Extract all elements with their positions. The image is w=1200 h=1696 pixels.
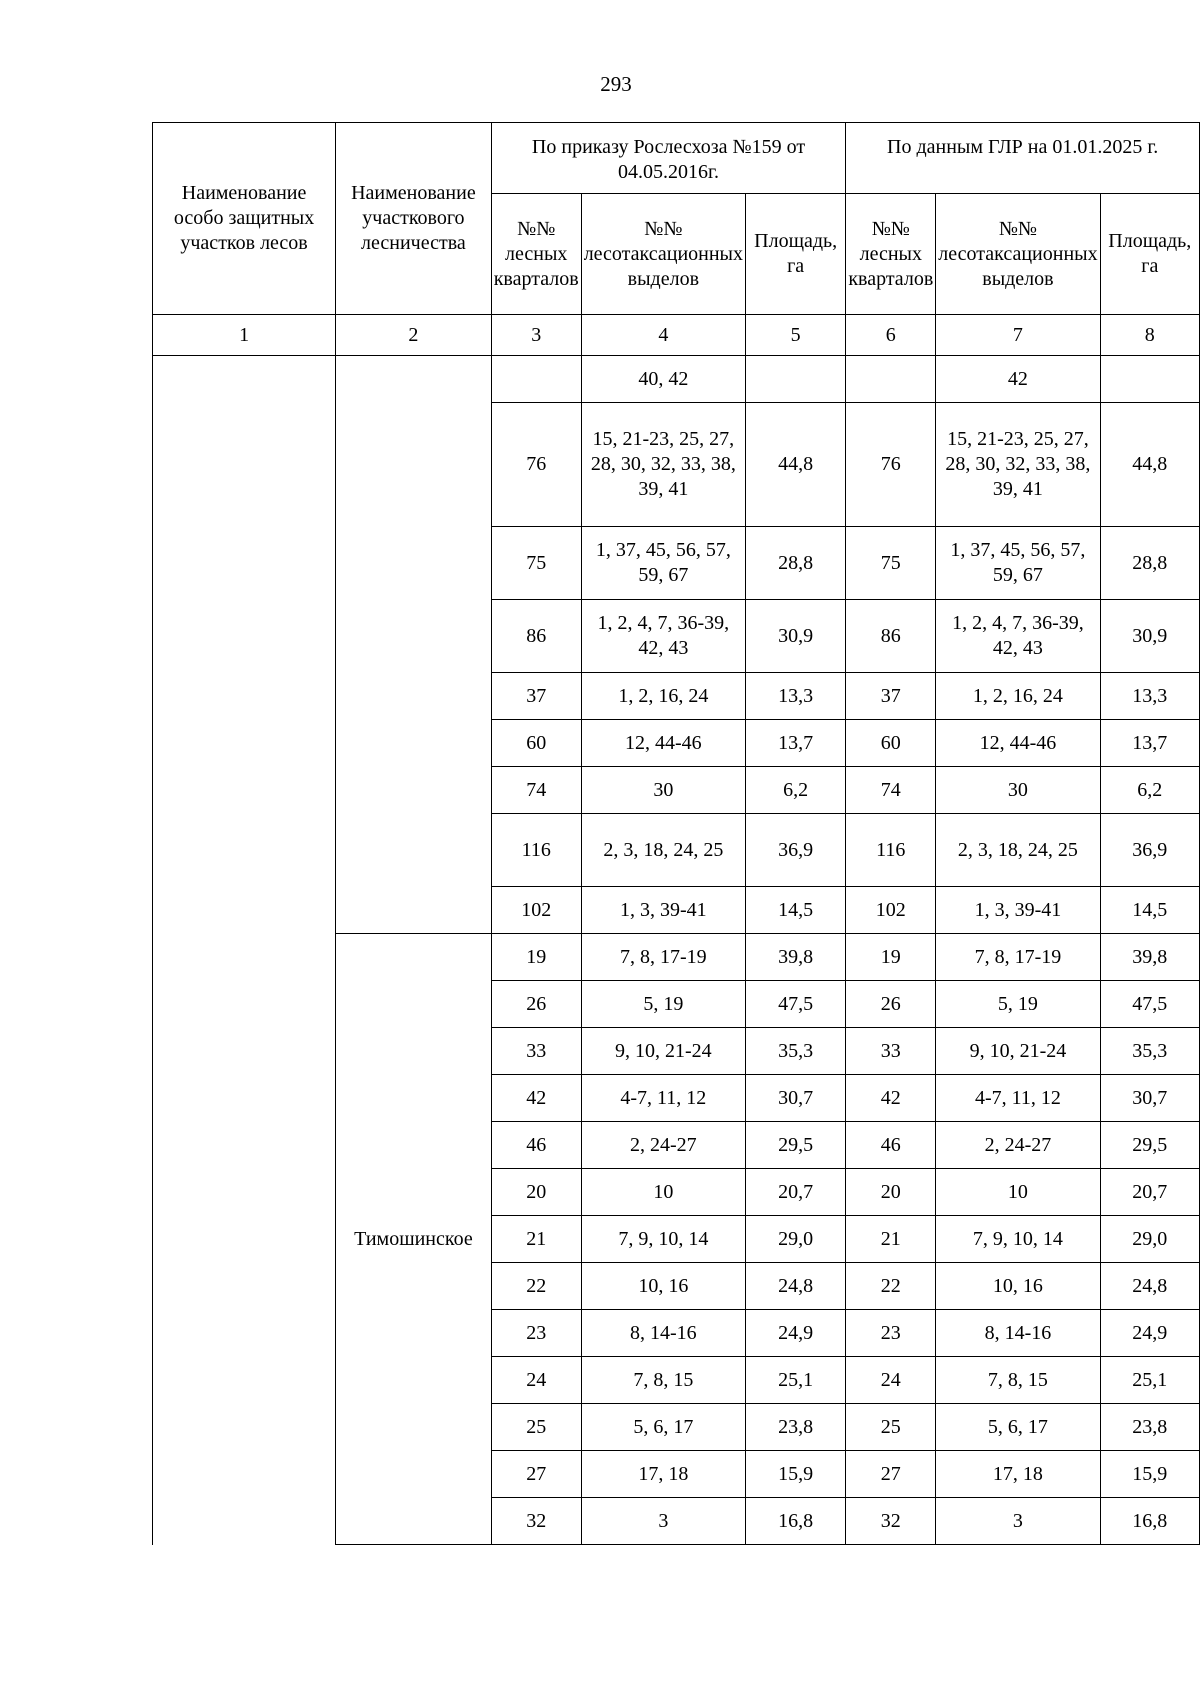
allotments-cell: 7, 8, 17-19 [936, 934, 1100, 981]
quarter-cell: 20 [491, 1169, 581, 1216]
area-cell: 47,5 [745, 981, 845, 1028]
area-cell: 13,7 [745, 720, 845, 767]
area-cell: 24,8 [1100, 1263, 1199, 1310]
allotments-cell: 1, 2, 4, 7, 36-39, 42, 43 [581, 600, 745, 673]
area-cell: 29,5 [745, 1122, 845, 1169]
quarter-cell: 46 [491, 1122, 581, 1169]
quarter-cell: 60 [846, 720, 936, 767]
allotments-cell: 10 [936, 1169, 1100, 1216]
quarter-cell: 27 [846, 1451, 936, 1498]
quarter-cell: 102 [846, 887, 936, 934]
allotments-cell: 7, 9, 10, 14 [581, 1216, 745, 1263]
quarter-cell: 60 [491, 720, 581, 767]
quarter-cell: 32 [846, 1498, 936, 1545]
column-number: 8 [1100, 315, 1199, 356]
allotments-cell: 1, 2, 16, 24 [936, 673, 1100, 720]
allotments-cell: 1, 2, 4, 7, 36-39, 42, 43 [936, 600, 1100, 673]
area-cell: 20,7 [1100, 1169, 1199, 1216]
quarter-cell: 42 [846, 1075, 936, 1122]
column-number: 7 [936, 315, 1100, 356]
allotments-cell: 2, 24-27 [581, 1122, 745, 1169]
quarter-cell: 21 [491, 1216, 581, 1263]
quarter-cell: 37 [846, 673, 936, 720]
quarter-cell: 32 [491, 1498, 581, 1545]
quarter-cell: 116 [491, 814, 581, 887]
quarter-cell: 74 [491, 767, 581, 814]
area-cell: 36,9 [745, 814, 845, 887]
area-cell: 30,9 [1100, 600, 1199, 673]
area-cell: 30,9 [745, 600, 845, 673]
area-cell: 24,9 [1100, 1310, 1199, 1357]
allotments-cell: 5, 6, 17 [581, 1404, 745, 1451]
area-cell: 6,2 [745, 767, 845, 814]
allotments-cell: 3 [936, 1498, 1100, 1545]
area-cell: 13,3 [1100, 673, 1199, 720]
area-cell: 23,8 [1100, 1404, 1199, 1451]
quarter-cell: 25 [846, 1404, 936, 1451]
header-group-order: По приказу Рослесхоза №159 от 04.05.2016г. [491, 123, 846, 194]
header-group-registry: По данным ГЛР на 01.01.2025 г. [846, 123, 1200, 194]
column-number: 5 [745, 315, 845, 356]
allotments-cell: 9, 10, 21-24 [581, 1028, 745, 1075]
quarter-cell: 24 [846, 1357, 936, 1404]
quarter-cell: 75 [846, 527, 936, 600]
quarter-cell: 33 [491, 1028, 581, 1075]
quarter-cell: 23 [491, 1310, 581, 1357]
area-cell: 29,5 [1100, 1122, 1199, 1169]
allotments-cell: 5, 19 [936, 981, 1100, 1028]
quarter-cell: 75 [491, 527, 581, 600]
page-number: 293 [600, 72, 632, 96]
area-cell: 13,7 [1100, 720, 1199, 767]
area-cell: 24,8 [745, 1263, 845, 1310]
area-cell: 30,7 [1100, 1075, 1199, 1122]
area-cell: 15,9 [745, 1451, 845, 1498]
protected-forest-table [152, 122, 1200, 1545]
allotments-cell: 1, 37, 45, 56, 57, 59, 67 [936, 527, 1100, 600]
area-cell [745, 356, 845, 403]
allotments-cell: 1, 3, 39-41 [936, 887, 1100, 934]
allotments-cell: 17, 18 [581, 1451, 745, 1498]
quarter-cell: 33 [846, 1028, 936, 1075]
header-area-name: Наименование особо защитных участков лесов [153, 123, 336, 315]
quarter-cell: 20 [846, 1169, 936, 1216]
allotments-cell: 4-7, 11, 12 [581, 1075, 745, 1122]
header-quarters-a: №№ лесных кварталов [491, 194, 581, 315]
allotments-cell: 7, 8, 17-19 [581, 934, 745, 981]
quarter-cell: 116 [846, 814, 936, 887]
quarter-cell: 22 [846, 1263, 936, 1310]
area-cell: 39,8 [1100, 934, 1199, 981]
forestry-cell [336, 356, 492, 934]
area-cell: 44,8 [745, 403, 845, 527]
area-cell: 23,8 [745, 1404, 845, 1451]
area-cell: 29,0 [745, 1216, 845, 1263]
area-cell: 25,1 [1100, 1357, 1199, 1404]
column-number: 1 [153, 315, 336, 356]
allotments-cell: 2, 3, 18, 24, 25 [936, 814, 1100, 887]
header-forestry-name: Наименование участкового лесничества [336, 123, 492, 315]
allotments-cell: 42 [936, 356, 1100, 403]
allotments-cell: 5, 6, 17 [936, 1404, 1100, 1451]
quarter-cell [491, 356, 581, 403]
area-cell: 39,8 [745, 934, 845, 981]
allotments-cell: 8, 14-16 [581, 1310, 745, 1357]
header-allotments-b: №№ лесотаксационных выделов [936, 194, 1100, 315]
allotments-cell: 7, 8, 15 [936, 1357, 1100, 1404]
area-cell: 47,5 [1100, 981, 1199, 1028]
area-cell: 16,8 [745, 1498, 845, 1545]
area-cell: 28,8 [745, 527, 845, 600]
quarter-cell [846, 356, 936, 403]
area-cell: 14,5 [745, 887, 845, 934]
allotments-cell: 2, 24-27 [936, 1122, 1100, 1169]
area-cell: 25,1 [745, 1357, 845, 1404]
allotments-cell: 10, 16 [936, 1263, 1100, 1310]
area-cell: 24,9 [745, 1310, 845, 1357]
allotments-cell: 5, 19 [581, 981, 745, 1028]
allotments-cell: 1, 37, 45, 56, 57, 59, 67 [581, 527, 745, 600]
quarter-cell: 25 [491, 1404, 581, 1451]
allotments-cell: 3 [581, 1498, 745, 1545]
area-cell: 16,8 [1100, 1498, 1199, 1545]
column-number: 4 [581, 315, 745, 356]
quarter-cell: 102 [491, 887, 581, 934]
quarter-cell: 74 [846, 767, 936, 814]
area-cell: 30,7 [745, 1075, 845, 1122]
area-cell: 35,3 [745, 1028, 845, 1075]
quarter-cell: 46 [846, 1122, 936, 1169]
area-cell: 13,3 [745, 673, 845, 720]
quarter-cell: 22 [491, 1263, 581, 1310]
allotments-cell: 4-7, 11, 12 [936, 1075, 1100, 1122]
allotments-cell: 30 [581, 767, 745, 814]
area-cell: 28,8 [1100, 527, 1199, 600]
quarter-cell: 86 [846, 600, 936, 673]
header-area-a: Площадь, га [745, 194, 845, 315]
quarter-cell: 19 [491, 934, 581, 981]
quarter-cell: 76 [491, 403, 581, 527]
allotments-cell: 7, 8, 15 [581, 1357, 745, 1404]
area-cell: 14,5 [1100, 887, 1199, 934]
area-cell: 15,9 [1100, 1451, 1199, 1498]
area-cell: 6,2 [1100, 767, 1199, 814]
quarter-cell: 42 [491, 1075, 581, 1122]
allotments-cell: 40, 42 [581, 356, 745, 403]
quarter-cell: 19 [846, 934, 936, 981]
allotments-cell: 12, 44-46 [581, 720, 745, 767]
allotments-cell: 17, 18 [936, 1451, 1100, 1498]
table-row [153, 356, 1200, 403]
allotments-cell: 10, 16 [581, 1263, 745, 1310]
allotments-cell: 9, 10, 21-24 [936, 1028, 1100, 1075]
allotments-cell: 2, 3, 18, 24, 25 [581, 814, 745, 887]
allotments-cell: 10 [581, 1169, 745, 1216]
allotments-cell: 8, 14-16 [936, 1310, 1100, 1357]
allotments-cell: 1, 3, 39-41 [581, 887, 745, 934]
quarter-cell: 27 [491, 1451, 581, 1498]
quarter-cell: 24 [491, 1357, 581, 1404]
quarter-cell: 86 [491, 600, 581, 673]
column-number: 6 [846, 315, 936, 356]
quarter-cell: 26 [846, 981, 936, 1028]
area-cell [1100, 356, 1199, 403]
allotments-cell: 30 [936, 767, 1100, 814]
area-cell: 44,8 [1100, 403, 1199, 527]
allotments-cell: 15, 21-23, 25, 27, 28, 30, 32, 33, 38, 39, 41 [936, 403, 1100, 527]
allotments-cell: 1, 2, 16, 24 [581, 673, 745, 720]
column-number: 2 [336, 315, 492, 356]
area-cell: 35,3 [1100, 1028, 1199, 1075]
header-allotments-a: №№ лесотаксационных выделов [581, 194, 745, 315]
allotments-cell: 15, 21-23, 25, 27, 28, 30, 32, 33, 38, 39, 41 [581, 403, 745, 527]
quarter-cell: 21 [846, 1216, 936, 1263]
quarter-cell: 76 [846, 403, 936, 527]
quarter-cell: 26 [491, 981, 581, 1028]
area-cell: 36,9 [1100, 814, 1199, 887]
forestry-cell: Тимошинское [336, 934, 492, 1545]
header-area-b: Площадь, га [1100, 194, 1199, 315]
area-cell: 20,7 [745, 1169, 845, 1216]
header-quarters-b: №№ лесных кварталов [846, 194, 936, 315]
quarter-cell: 23 [846, 1310, 936, 1357]
area-cell: 29,0 [1100, 1216, 1199, 1263]
quarter-cell: 37 [491, 673, 581, 720]
allotments-cell: 7, 9, 10, 14 [936, 1216, 1100, 1263]
column-number: 3 [491, 315, 581, 356]
protected-area-cell [153, 356, 336, 1545]
allotments-cell: 12, 44-46 [936, 720, 1100, 767]
